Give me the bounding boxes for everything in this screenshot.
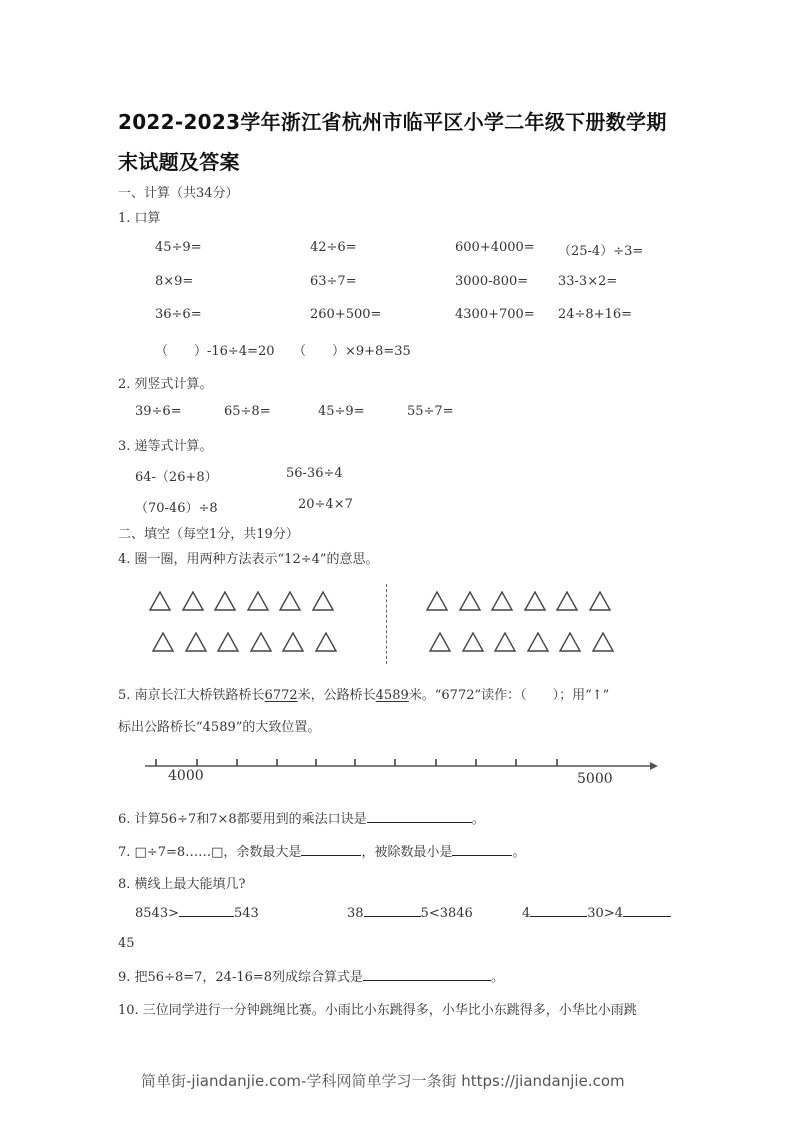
triangle-icon: [152, 632, 174, 652]
triangle-row: [149, 591, 344, 611]
q9-end: 。: [491, 970, 505, 985]
q8-wrap: 45: [118, 936, 135, 951]
q8-item-3: [522, 904, 671, 921]
q5-text-part3: 米。“6772”读作：（ ）；用“↑”: [408, 688, 610, 703]
q3-item: （70-46）÷8: [135, 501, 218, 516]
q1-item: 42÷6=: [310, 240, 357, 255]
q8-item-3-blank1[interactable]: [530, 904, 587, 917]
q4-label: 4. 圈一圈，用两种方法表示“12÷4”的意思。: [118, 552, 379, 567]
triangle-icon: [182, 591, 204, 611]
q9: [118, 966, 504, 985]
q7-dividend-blank[interactable]: [452, 843, 512, 856]
section1-heading: 一、计算（共34分）: [118, 186, 239, 201]
q6-end: 。: [471, 812, 485, 827]
triangle-icon: [247, 591, 269, 611]
triangle-icon: [217, 632, 239, 652]
q7-remainder-blank[interactable]: [301, 843, 361, 856]
triangle-icon: [149, 591, 171, 611]
dashed-divider: [386, 584, 387, 664]
q7-text2: ，被除数最小是: [361, 845, 453, 860]
triangle-icon: [491, 591, 513, 611]
number-line-end-label: 5000: [577, 771, 613, 787]
q6-text: 6. 计算56÷7和7×8都要用到的乘法口诀是: [118, 812, 367, 827]
q7-text1: 7. □÷7=8……□，余数最大是: [118, 845, 302, 860]
triangle-icon: [282, 632, 304, 652]
q1-item: 63÷7=: [310, 274, 357, 289]
document-title-line2: 末试题及答案: [118, 150, 240, 174]
triangle-icon: [592, 632, 614, 652]
q1-item: 8×9=: [155, 274, 194, 289]
q10-text: 10. 三位同学进行一分钟跳绳比赛。小雨比小东跳得多，小华比小东跳得多，小华比小雨跳: [118, 1003, 637, 1018]
q1-label: 1. 口算: [118, 211, 161, 226]
q2-item: 55÷7=: [407, 404, 454, 419]
q3-item: 64-（26+8）: [135, 470, 218, 485]
triangle-icon: [315, 632, 337, 652]
triangle-icon: [527, 632, 549, 652]
q1-item: 3000-800=: [455, 274, 529, 289]
q2-label: 2. 列竖式计算。: [118, 377, 213, 392]
q3-label: 3. 递等式计算。: [118, 439, 213, 454]
q8-item-2-blank[interactable]: [364, 904, 421, 917]
q2-item: 65÷8=: [224, 404, 271, 419]
q3-item: 56-36÷4: [286, 466, 343, 481]
q8-item-2: [347, 904, 473, 921]
q5-railway-length: 6772: [264, 688, 298, 703]
triangle-row: [152, 632, 347, 652]
triangle-icon: [459, 591, 481, 611]
triangle-icon: [185, 632, 207, 652]
triangle-icon: [250, 632, 272, 652]
q5-road-length: 4589: [375, 688, 409, 703]
q1-item: 36÷6=: [155, 307, 202, 322]
q2-item: 45÷9=: [318, 404, 365, 419]
number-line-start-label: 4000: [168, 768, 204, 784]
triangle-icon: [312, 591, 334, 611]
q1-item: 45÷9=: [155, 240, 202, 255]
q8-item-1-blank[interactable]: [179, 904, 234, 917]
q1-item: 260+500=: [310, 307, 382, 322]
triangle-icon: [429, 632, 451, 652]
triangle-row: [429, 632, 624, 652]
q3-item: 20÷4×7: [298, 497, 353, 512]
q6: [118, 808, 485, 827]
q8-item-2-before: 38: [347, 906, 364, 921]
q2-item: 39÷6=: [135, 404, 182, 419]
q5-text-part1: 5. 南京长江大桥铁路桥长: [118, 688, 265, 703]
q8-item-1-after: 543: [233, 906, 259, 921]
q9-text: 9. 把56÷8=7，24-16=8列成综合算式是: [118, 970, 364, 985]
q1-item: 4300+700=: [455, 307, 535, 322]
triangle-icon: [589, 591, 611, 611]
q8-item-3-before: 4: [522, 906, 531, 921]
triangle-icon: [214, 591, 236, 611]
q5-line2: 标出公路桥长“4589”的大致位置。: [118, 720, 321, 735]
q5-text-part2: 米，公路桥长: [297, 688, 376, 703]
q8-label: 8. 横线上最大能填几?: [118, 877, 246, 892]
section2-heading: 二、填空（每空1分，共19分）: [118, 527, 299, 542]
q8-item-3-after: 30>4: [587, 906, 623, 921]
q8-item-1: [135, 904, 259, 921]
q6-answer-blank[interactable]: [367, 810, 472, 823]
q1-item: 600+4000=: [455, 240, 535, 255]
q7-end: 。: [512, 845, 526, 860]
footer-watermark: 简单街-jiandanjie.com-学科网简单学习一条街 https://jiandanjie.com: [141, 1072, 625, 1090]
q9-answer-blank[interactable]: [363, 968, 491, 981]
triangle-icon: [462, 632, 484, 652]
q1-item: 33-3×2=: [558, 274, 618, 289]
triangle-row: [426, 591, 621, 611]
triangle-icon: [426, 591, 448, 611]
q5-line1: [118, 684, 609, 703]
q1-extra-item: （ ）×9+8=35: [293, 344, 411, 359]
q1-item: （25-4）÷3=: [558, 244, 644, 259]
q8-item-1-before: 8543>: [135, 906, 179, 921]
triangle-icon: [556, 591, 578, 611]
triangle-icon: [559, 632, 581, 652]
q1-extra-item: （ ）-16÷4=20: [155, 344, 275, 359]
triangle-icon: [494, 632, 516, 652]
document-title-line1: 2022-2023学年浙江省杭州市临平区小学二年级下册数学期: [118, 110, 667, 134]
q7: [118, 841, 525, 860]
q1-item: 24÷8+16=: [558, 307, 633, 322]
q8-item-2-after: 5<3846: [420, 906, 473, 921]
q8-item-3-blank2[interactable]: [623, 904, 671, 917]
triangle-icon: [279, 591, 301, 611]
triangle-icon: [524, 591, 546, 611]
